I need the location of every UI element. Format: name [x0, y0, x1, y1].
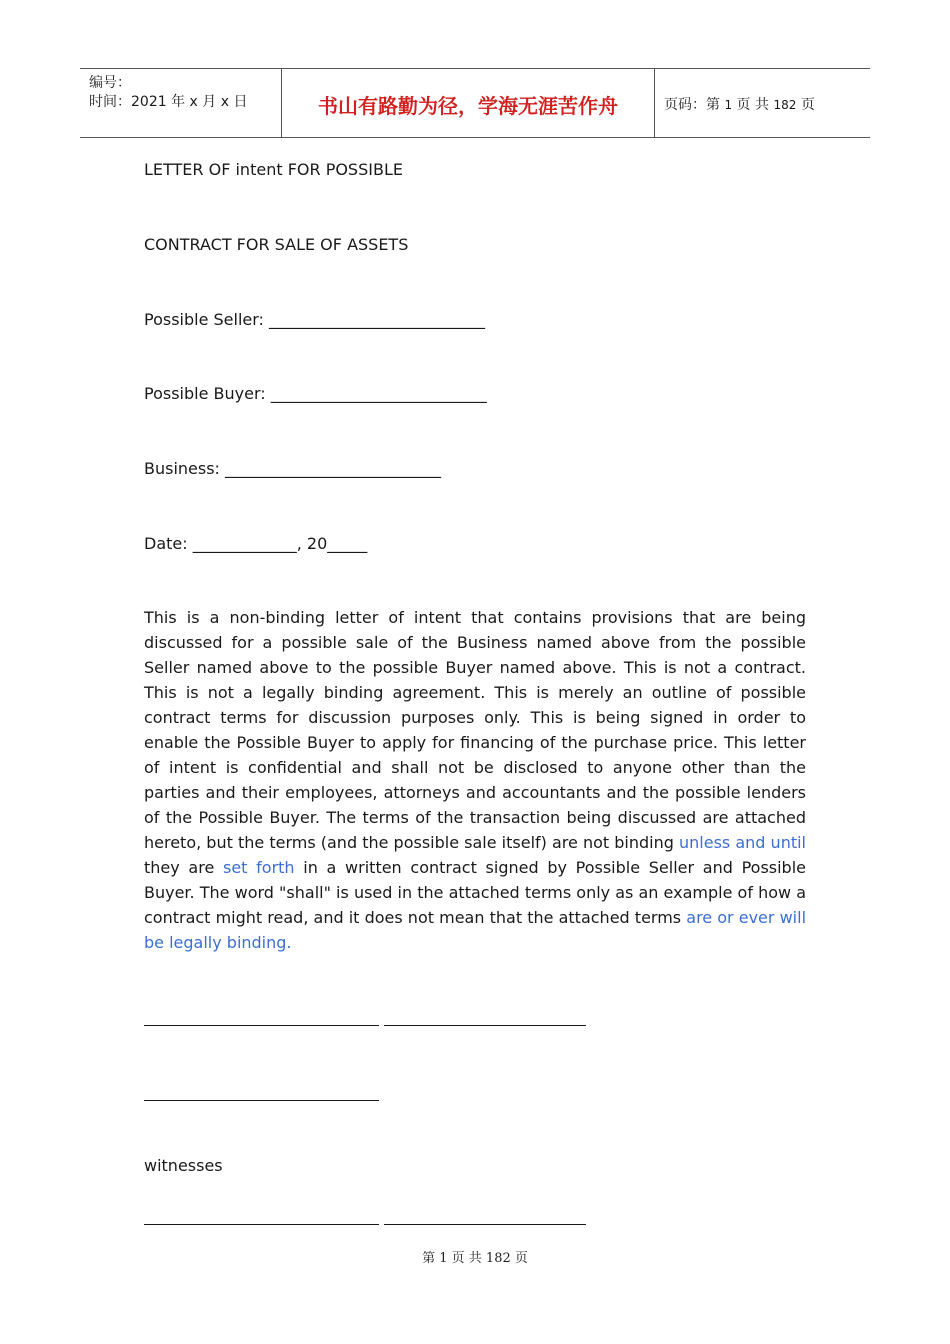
business-field: Business: ___________________________	[144, 459, 442, 478]
witness-line-2	[384, 1224, 586, 1225]
intent-paragraph	[144, 605, 806, 955]
page-total: 182	[773, 98, 797, 112]
link-set-forth[interactable]: set forth	[223, 858, 295, 877]
title-line-1: LETTER OF intent FOR POSSIBLE	[144, 160, 403, 179]
signature-line-1	[144, 1025, 379, 1026]
date-label: 时间：2021 年 x 月 x 日	[89, 94, 248, 110]
header-left-cell	[80, 69, 282, 137]
page-suffix: 页	[800, 97, 815, 113]
page-footer: 第 1 页 共 182 页	[422, 1251, 528, 1266]
para-text-3: in a written contract signed by Possible Seller and Possible Buyer. The word "shall" is used in the attached terms only as an example of how a contract might read, and it does not mean that the attached terms	[144, 858, 807, 927]
page-prefix: 页码：第	[664, 97, 720, 113]
link-unless-and-until[interactable]: unless and until	[679, 833, 806, 852]
signature-line-2	[384, 1025, 586, 1026]
witnesses-label: witnesses	[144, 1156, 223, 1175]
page-indicator	[664, 94, 815, 114]
buyer-field: Possible Buyer: ___________________________	[144, 384, 487, 403]
date-field: Date: _____________, 20_____	[144, 534, 368, 553]
signature-line-3	[144, 1100, 379, 1101]
header-center-cell	[282, 69, 655, 137]
page-header	[80, 68, 870, 138]
title-line-2: CONTRACT FOR SALE OF ASSETS	[144, 235, 409, 254]
link-legally-binding[interactable]: are or ever will be legally binding.	[144, 908, 807, 952]
page-mid: 页 共	[736, 97, 769, 113]
seller-field: Possible Seller: ___________________________	[144, 310, 486, 329]
witness-line-1	[144, 1224, 379, 1225]
motto: 书山有路勤为径，学海无涯苦作舟	[318, 94, 618, 118]
page-current: 1	[724, 98, 733, 112]
code-label: 编号：	[89, 75, 131, 91]
header-right-cell	[655, 69, 870, 137]
para-text-2: they are	[144, 858, 223, 877]
para-text-1: This is a non-binding letter of intent that contains provisions that are being discussed for a possible sale of the Business named above from the possible Seller named above to the possible Buyer named above. This is not a contract. This is not a legally binding agreement. This is merely an outline of possible contract terms for discussion purposes only. This is being signed in order to enable the Possible Buyer to apply for financing of the purchase price. This letter of intent is confidential and shall not be disclosed to anyone other than the parties and their employees, attorneys and accountants and the possible lenders of the Possible Buyer. The terms of the transaction being discussed are attached hereto, but the terms (and the possible sale itself) are not binding	[144, 608, 806, 852]
